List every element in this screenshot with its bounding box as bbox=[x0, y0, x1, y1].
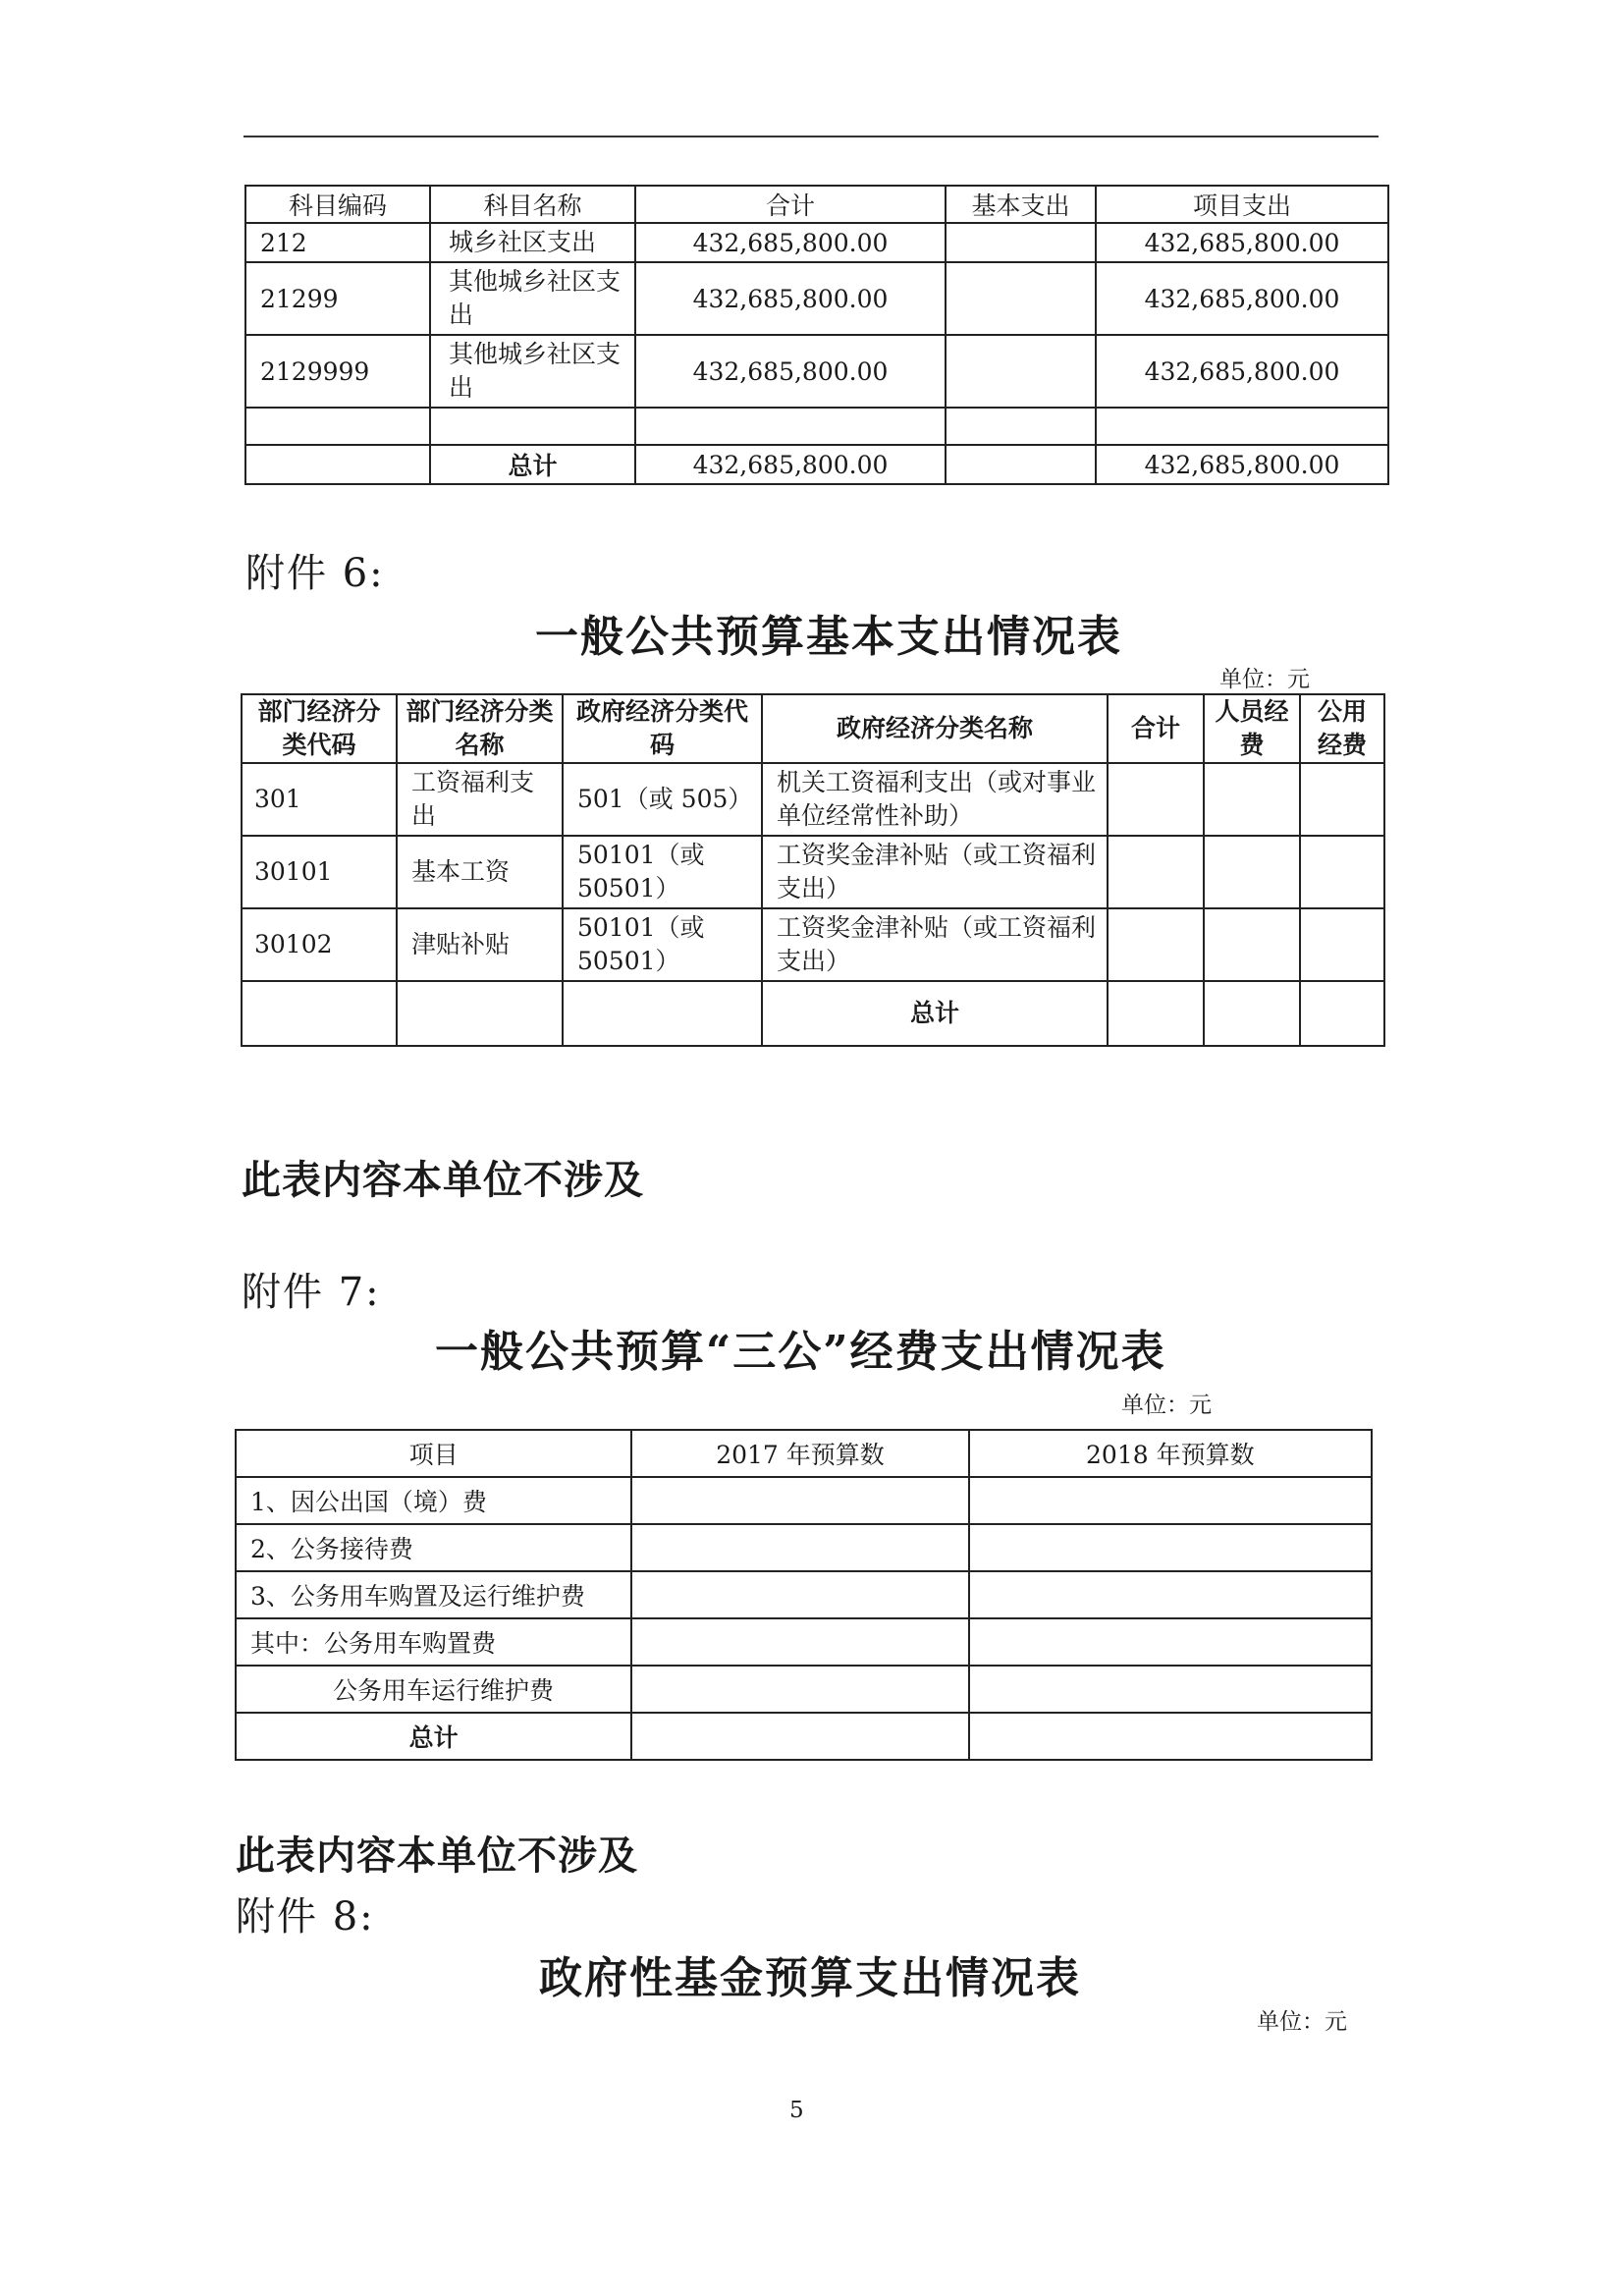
header-cell: 科目名称 bbox=[430, 186, 635, 223]
budget-project-table bbox=[244, 185, 1389, 485]
basic-amount bbox=[946, 223, 1096, 262]
header-cell: 2017 年预算数 bbox=[631, 1430, 968, 1477]
public-cell bbox=[1300, 908, 1384, 981]
total-amount: 432,685,800.00 bbox=[635, 335, 946, 408]
total-cell bbox=[1108, 836, 1204, 908]
table-header-row bbox=[242, 694, 1384, 763]
project-amount: 432,685,800.00 bbox=[1096, 335, 1388, 408]
table-row bbox=[236, 1524, 1372, 1571]
project-amount: 432,685,800.00 bbox=[1096, 262, 1388, 335]
empty-cell bbox=[563, 981, 762, 1046]
gov-code: 50101（或 50501） bbox=[563, 836, 762, 908]
project-amount: 432,685,800.00 bbox=[1096, 223, 1388, 262]
dept-name: 基本工资 bbox=[397, 836, 563, 908]
header-cell: 科目编码 bbox=[245, 186, 430, 223]
gov-name: 机关工资福利支出（或对事业单位经常性补助） bbox=[762, 763, 1108, 836]
subject-code: 21299 bbox=[245, 262, 430, 335]
page-number: 5 bbox=[789, 2098, 804, 2123]
budget-2017-cell bbox=[631, 1524, 968, 1571]
item-name: 其中：公务用车购置费 bbox=[236, 1618, 631, 1666]
basic-amount bbox=[946, 408, 1096, 445]
table-row bbox=[236, 1666, 1372, 1713]
project-amount bbox=[1096, 408, 1388, 445]
table-total-row bbox=[236, 1713, 1372, 1760]
item-name: 2、公务接待费 bbox=[236, 1524, 631, 1571]
table-row bbox=[242, 836, 1384, 908]
annex-6-title: 一般公共预算基本支出情况表 bbox=[535, 612, 1122, 662]
header-cell: 政府经济分类名称 bbox=[762, 694, 1108, 763]
annex-6-note: 此表内容本单位不涉及 bbox=[242, 1157, 644, 1203]
table-header-row bbox=[236, 1430, 1372, 1477]
total-cell bbox=[1108, 981, 1204, 1046]
budget-2017-cell bbox=[631, 1618, 968, 1666]
annex-7-note: 此表内容本单位不涉及 bbox=[236, 1832, 638, 1879]
annex-7-title: 一般公共预算“三公”经费支出情况表 bbox=[435, 1327, 1166, 1377]
basic-amount bbox=[946, 262, 1096, 335]
subject-code bbox=[245, 408, 430, 445]
empty-cell bbox=[242, 981, 397, 1046]
table-row bbox=[236, 1618, 1372, 1666]
item-name: 3、公务用车购置及运行维护费 bbox=[236, 1571, 631, 1618]
subject-code: 212 bbox=[245, 223, 430, 262]
item-name: 1、因公出国（境）费 bbox=[236, 1477, 631, 1524]
budget-2018-cell bbox=[969, 1618, 1372, 1666]
total-cell bbox=[1108, 908, 1204, 981]
total-label: 总计 bbox=[762, 981, 1108, 1046]
subject-name: 其他城乡社区支出 bbox=[430, 262, 635, 335]
header-cell: 部门经济分类名称 bbox=[397, 694, 563, 763]
header-cell: 部门经济分类代码 bbox=[242, 694, 397, 763]
item-name: 公务用车运行维护费 bbox=[236, 1666, 631, 1713]
subject-name: 其他城乡社区支出 bbox=[430, 335, 635, 408]
table-header-row bbox=[245, 186, 1388, 223]
public-cell bbox=[1300, 836, 1384, 908]
subject-code: 2129999 bbox=[245, 335, 430, 408]
annex-8-unit: 单位：元 bbox=[1257, 2009, 1347, 2035]
public-cell bbox=[1300, 981, 1384, 1046]
total-label: 总计 bbox=[430, 445, 635, 484]
table-row bbox=[242, 763, 1384, 836]
budget-2017-cell bbox=[631, 1713, 968, 1760]
budget-2018-cell bbox=[969, 1477, 1372, 1524]
basic-amount bbox=[946, 445, 1096, 484]
total-amount: 432,685,800.00 bbox=[635, 223, 946, 262]
table-row bbox=[236, 1477, 1372, 1524]
header-cell: 2018 年预算数 bbox=[969, 1430, 1372, 1477]
table-row bbox=[242, 908, 1384, 981]
annex-6-label: 附件 6: bbox=[245, 551, 385, 596]
header-cell: 人员经费 bbox=[1204, 694, 1300, 763]
table-row bbox=[245, 408, 1388, 445]
budget-2017-cell bbox=[631, 1666, 968, 1713]
basic-expenditure-table bbox=[241, 693, 1385, 1047]
personnel-cell bbox=[1204, 981, 1300, 1046]
dept-code: 30101 bbox=[242, 836, 397, 908]
table-row bbox=[245, 223, 1388, 262]
annex-7-label: 附件 7: bbox=[242, 1270, 381, 1315]
empty-cell bbox=[397, 981, 563, 1046]
header-cell: 项目 bbox=[236, 1430, 631, 1477]
budget-2018-cell bbox=[969, 1713, 1372, 1760]
subject-name bbox=[430, 408, 635, 445]
personnel-cell bbox=[1204, 836, 1300, 908]
subject-name: 城乡社区支出 bbox=[430, 223, 635, 262]
total-amount: 432,685,800.00 bbox=[635, 262, 946, 335]
dept-name: 工资福利支出 bbox=[397, 763, 563, 836]
public-cell bbox=[1300, 763, 1384, 836]
table-row bbox=[245, 262, 1388, 335]
annex-8-label: 附件 8: bbox=[236, 1894, 375, 1940]
total-label: 总计 bbox=[236, 1713, 631, 1760]
budget-2018-cell bbox=[969, 1666, 1372, 1713]
budget-2017-cell bbox=[631, 1477, 968, 1524]
dept-code: 30102 bbox=[242, 908, 397, 981]
header-cell: 合计 bbox=[1108, 694, 1204, 763]
table-row bbox=[245, 335, 1388, 408]
header-cell: 政府经济分类代码 bbox=[563, 694, 762, 763]
header-cell: 合计 bbox=[635, 186, 946, 223]
total-amount: 432,685,800.00 bbox=[635, 445, 946, 484]
annex-6-unit: 单位：元 bbox=[1219, 667, 1310, 692]
three-public-expenses-table bbox=[235, 1429, 1373, 1761]
gov-name: 工资奖金津补贴（或工资福利支出） bbox=[762, 908, 1108, 981]
table-total-row bbox=[245, 445, 1388, 484]
budget-2018-cell bbox=[969, 1524, 1372, 1571]
dept-name: 津贴补贴 bbox=[397, 908, 563, 981]
basic-amount bbox=[946, 335, 1096, 408]
table-total-row bbox=[242, 981, 1384, 1046]
header-cell: 基本支出 bbox=[946, 186, 1096, 223]
gov-code: 501（或 505） bbox=[563, 763, 762, 836]
total-cell bbox=[1108, 763, 1204, 836]
header-cell: 项目支出 bbox=[1096, 186, 1388, 223]
table-row bbox=[236, 1571, 1372, 1618]
header-cell: 公用经费 bbox=[1300, 694, 1384, 763]
annex-7-unit: 单位：元 bbox=[1121, 1393, 1212, 1418]
gov-code: 50101（或 50501） bbox=[563, 908, 762, 981]
personnel-cell bbox=[1204, 763, 1300, 836]
budget-2017-cell bbox=[631, 1571, 968, 1618]
personnel-cell bbox=[1204, 908, 1300, 981]
project-amount: 432,685,800.00 bbox=[1096, 445, 1388, 484]
header-rule bbox=[243, 136, 1379, 137]
budget-2018-cell bbox=[969, 1571, 1372, 1618]
gov-name: 工资奖金津补贴（或工资福利支出） bbox=[762, 836, 1108, 908]
dept-code: 301 bbox=[242, 763, 397, 836]
total-amount bbox=[635, 408, 946, 445]
annex-8-title: 政府性基金预算支出情况表 bbox=[539, 1953, 1081, 2003]
empty-cell bbox=[245, 445, 430, 484]
